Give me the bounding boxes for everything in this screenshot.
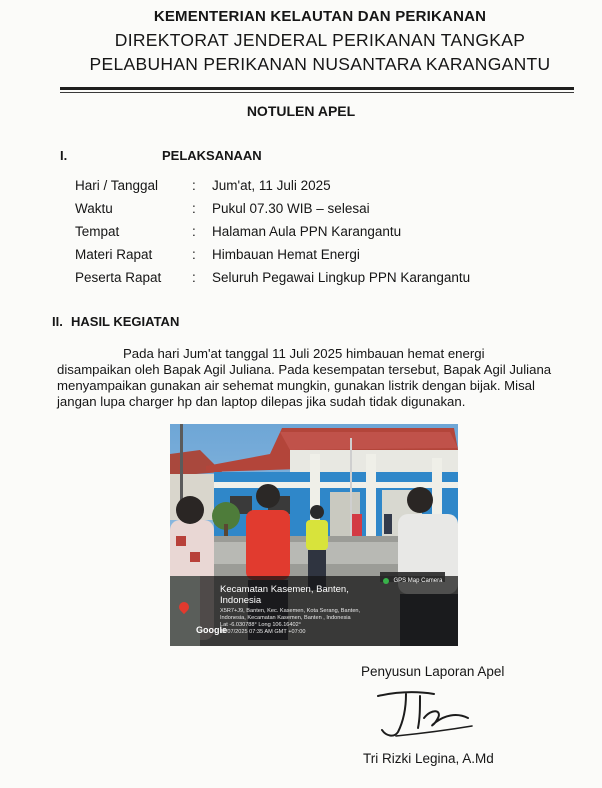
info-value: Halaman Aula PPN Karangantu xyxy=(212,224,402,239)
paragraph-line: jangan lupa charger hp dan laptop dilepas jika sudah tidak digunakan. xyxy=(57,394,466,409)
camera-icon xyxy=(383,578,389,584)
header-ministry: KEMENTERIAN KELAUTAN DAN PERIKANAN xyxy=(153,8,487,25)
info-value: Pukul 07.30 WIB – selesai xyxy=(212,201,370,216)
info-label: Waktu xyxy=(75,201,113,216)
header-directorate: DIREKTORAT JENDERAL PERIKANAN TANGKAP xyxy=(114,30,526,50)
gps-map-thumbnail xyxy=(170,576,200,646)
info-label: Materi Rapat xyxy=(75,247,153,262)
gps-location-title-line1: Kecamatan Kasemen, Banten, xyxy=(220,584,349,595)
signatory-title: Penyusun Laporan Apel xyxy=(361,664,505,679)
event-photo xyxy=(170,424,458,646)
info-value: Seluruh Pegawai Lingkup PPN Karangantu xyxy=(212,270,471,285)
gps-camera-badge-text: GPS Map Camera xyxy=(393,577,443,584)
header-port: PELABUHAN PERIKANAN NUSANTARA KARANGANTU xyxy=(89,54,551,74)
signatory-name: Tri Rizki Legina, A.Md xyxy=(363,751,494,766)
info-label: Hari / Tanggal xyxy=(75,178,159,193)
google-map-label: Google xyxy=(196,625,227,635)
paragraph-line: menyampaikan gunakan air sehemat mungkin, gunakan listrik dengan bijak. Misal xyxy=(57,378,535,393)
info-colon: : xyxy=(192,247,196,262)
section1-title: PELAKSANAAN xyxy=(162,148,262,163)
info-label: Peserta Rapat xyxy=(75,270,162,285)
header-rule-thin xyxy=(60,92,574,93)
info-colon: : xyxy=(192,178,196,193)
info-colon: : xyxy=(192,270,196,285)
header-rule-thick xyxy=(60,87,574,90)
gps-coordinates: Lat -6.030788° Long 106.16402° xyxy=(220,622,301,628)
map-pin-icon xyxy=(177,600,191,614)
info-value: Himbauan Hemat Energi xyxy=(212,247,360,262)
gps-camera-badge xyxy=(380,572,445,582)
info-colon: : xyxy=(192,224,196,239)
info-label: Tempat xyxy=(75,224,120,239)
section2-title: HASIL KEGIATAN xyxy=(71,314,180,329)
gps-location-title xyxy=(220,584,349,606)
paragraph-line: Pada hari Jum'at tanggal 11 Juli 2025 himbauan hemat energi xyxy=(123,346,485,361)
handwritten-signature xyxy=(376,688,476,740)
gps-address xyxy=(220,608,360,636)
info-value: Jum'at, 11 Juli 2025 xyxy=(212,178,331,193)
gps-datetime: 11/07/2025 07:35 AM GMT +07:00 xyxy=(220,629,306,635)
gps-address-line2: Indonesia, Kecamatan Kasemen, Banten , Indonesia xyxy=(220,615,351,621)
info-colon: : xyxy=(192,201,196,216)
gps-address-line1: X5R7+J9, Banten, Kec. Kasemen, Kota Serang, Banten, xyxy=(220,608,361,614)
doc-title: NOTULEN APEL xyxy=(246,103,356,119)
section2-number: II. xyxy=(52,314,63,329)
gps-location-title-line2: Indonesia xyxy=(220,595,262,606)
results-paragraph xyxy=(57,346,582,410)
section1-number: I. xyxy=(60,148,68,163)
paragraph-line: disampaikan oleh Bapak Agil Juliana. Pada kesempatan tersebut, Bapak Agil Juliana xyxy=(57,362,552,377)
